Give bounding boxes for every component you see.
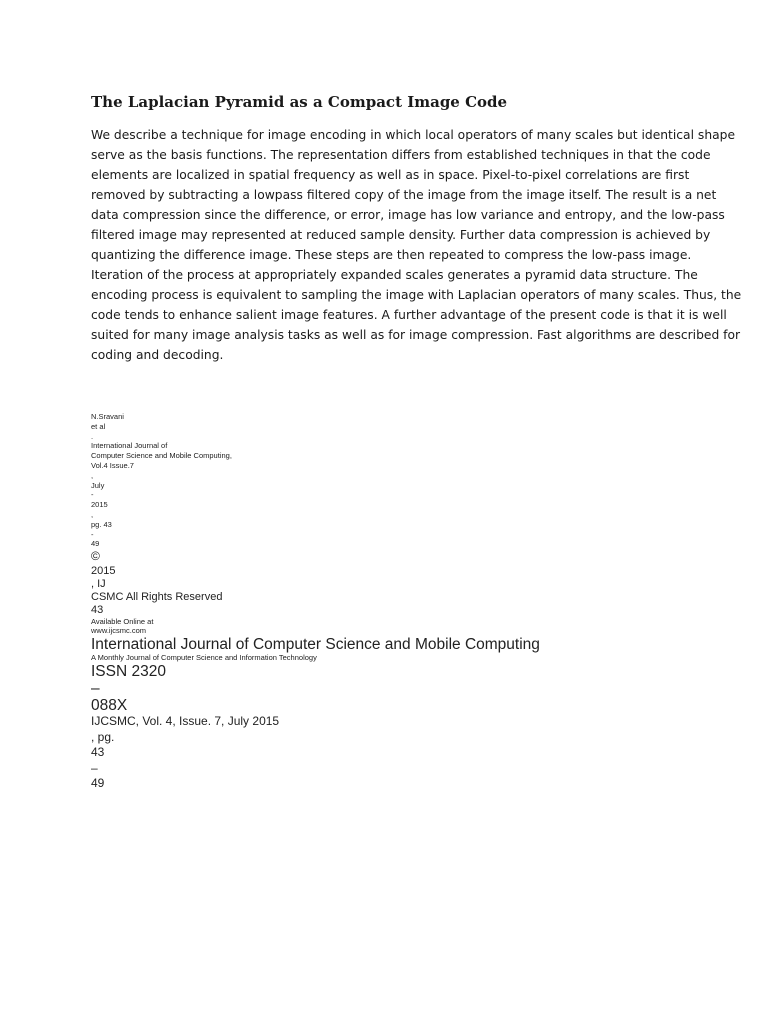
citation-start: 43 [91, 745, 105, 760]
issn-dash: – [91, 680, 100, 698]
journal-subtitle: A Monthly Journal of Computer Science and Information Technology [91, 653, 317, 663]
paper-title: The Laplacian Pyramid as a Compact Image Code [91, 93, 508, 111]
abstract-line: serve as the basis functions. The representation differs from established techniques in that the code [91, 148, 711, 162]
citation: IJCSMC, Vol. 4, Issue. 7, July 2015 [91, 714, 280, 729]
separator: . [91, 431, 94, 441]
abstract-line: filtered image may represented at reduced sample density. Further data compression is achieved by [91, 228, 711, 242]
abstract-line: suited for many image analysis tasks as well as for image compression. Fast algorithms are described for [91, 328, 741, 342]
abstract [91, 125, 742, 365]
separator: - [91, 529, 94, 539]
abstract-line: We describe a technique for image encoding in which local operators of many scales but identical shape [91, 128, 736, 142]
abstract-line: coding and decoding. [91, 348, 224, 362]
pages-end: 49 [91, 539, 100, 549]
separator: , [91, 470, 94, 480]
year: 2015 [91, 500, 108, 510]
author-name: N.Sravani [91, 412, 124, 421]
journal-line: Computer Science and Mobile Computing, [91, 451, 232, 461]
website-link[interactable]: www.ijcsmc.com [91, 626, 147, 636]
abstract-line: encoding process is equivalent to sampling the image with Laplacian operators of many scales. Thus, the [91, 288, 742, 302]
copyright-symbol: © [91, 549, 100, 564]
pages-start: pg. 43 [91, 519, 112, 529]
issn-label: ISSN 2320 [91, 663, 166, 681]
journal-line: International Journal of [91, 441, 168, 451]
volume-issue: Vol.4 Issue.7 [91, 460, 134, 470]
page-number: 43 [91, 603, 104, 616]
journal-footer [91, 412, 540, 792]
abstract-line: data compression since the difference, or error, image has low variance and entropy, and the low-pass [91, 208, 725, 222]
et-al: et al [91, 421, 106, 431]
separator: , [91, 509, 94, 519]
citation-pg: , pg. [91, 729, 115, 744]
abstract-line: elements are localized in spatial frequency as well as in space. Pixel-to-pixel correlations are first [91, 168, 690, 182]
abstract-line: code tends to enhance salient image features. A further advantage of the present code is that it is well [91, 308, 727, 322]
abstract-line: removed by subtracting a lowpass filtered copy of the image from the image itself. The result is a net [91, 188, 717, 202]
copyright-holder: , IJ [91, 577, 106, 590]
copyright-holder: CSMC All Rights Reserved [91, 590, 223, 603]
citation-end: 49 [91, 776, 105, 791]
issn-suffix: 088X [91, 697, 128, 715]
separator: - [91, 490, 94, 500]
month: July [91, 480, 105, 490]
abstract-line: quantizing the difference image. These steps are then repeated to compress the low-pass image. [91, 248, 692, 262]
citation-dash: – [91, 760, 98, 775]
abstract-line: Iteration of the process at appropriately expanded scales generates a pyramid data structure. The [91, 268, 698, 282]
copyright-year: 2015 [91, 564, 116, 577]
journal-name: International Journal of Computer Science and Mobile Computing [91, 636, 540, 654]
available-online: Available Online at [91, 616, 154, 626]
